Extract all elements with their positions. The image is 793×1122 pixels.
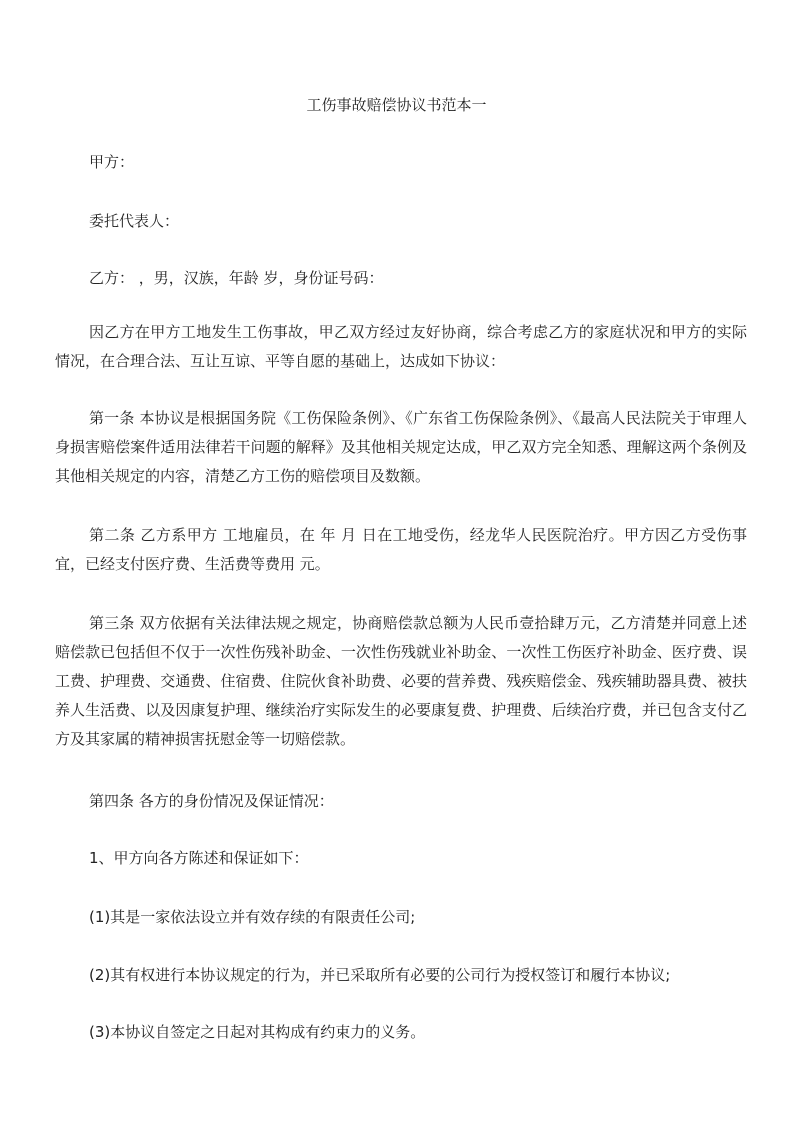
representative-line: 委托代表人：: [89, 212, 180, 230]
party-a-line: 甲方：: [89, 153, 135, 171]
clause-1-item-2: (2)其有权进行本协议规定的行为，并已采取所有必要的公司行为授权签订和履行本协议;: [89, 966, 671, 984]
article-3-paragraph: 第三条 双方依据有关法律法规之规定，协商赔偿款总额为人民币壹拾肆万元，乙方清楚并同意上述赔偿款已包括但不仅于一次性伤残补助金、一次性伤残就业补助金、一次性工伤医疗补助金、医疗费、误工费、护理费、交通费、住宿费、住院伙食补助费、必要的营养费、残疾赔偿金、残疾辅助器具费、被扶养人生活费、以及因康复护理、继续治疗实际发生的必要康复费、护理费、后续治疗费，并已包含支付乙方及其家属的精神损害抚慰金等一切赔偿款。: [55, 614, 747, 748]
article-1-paragraph: 第一条 本协议是根据国务院《工伤保险条例》、《广东省工伤保险条例》、《最高人民法院关于审理人身损害赔偿案件适用法律若干问题的解释》及其他相关规定达成，甲乙双方完全知悉、理解这两个条例及其他相关规定的内容，清楚乙方工伤的赔偿项目及数额。: [55, 409, 747, 485]
clause-1-item-3: (3)本协议自签定之日起对其构成有约束力的义务。: [89, 1023, 426, 1041]
article-2-paragraph: 第二条 乙方系甲方 工地雇员，在 年 月 日在工地受伤，经龙华人民医院治疗。甲方因乙方受伤事宜，已经支付医疗费、生活费等费用 元。: [55, 526, 747, 573]
document-title: 工伤事故赔偿协议书范本一: [306, 96, 487, 114]
party-b-line: 乙方： ，男，汉族，年龄 岁，身份证号码：: [89, 269, 384, 287]
article-4-heading: 第四条 各方的身份情况及保证情况：: [89, 792, 334, 810]
clause-1-item-1: (1)其是一家依法设立并有效存续的有限责任公司;: [89, 908, 416, 926]
clause-1-heading: 1、甲方向各方陈述和保证如下：: [89, 849, 309, 867]
preamble-paragraph: 因乙方在甲方工地发生工伤事故，甲乙双方经过友好协商，综合考虑乙方的家庭状况和甲方的实际情况，在合理合法、互让互谅、平等自愿的基础上，达成如下协议：: [55, 323, 747, 370]
